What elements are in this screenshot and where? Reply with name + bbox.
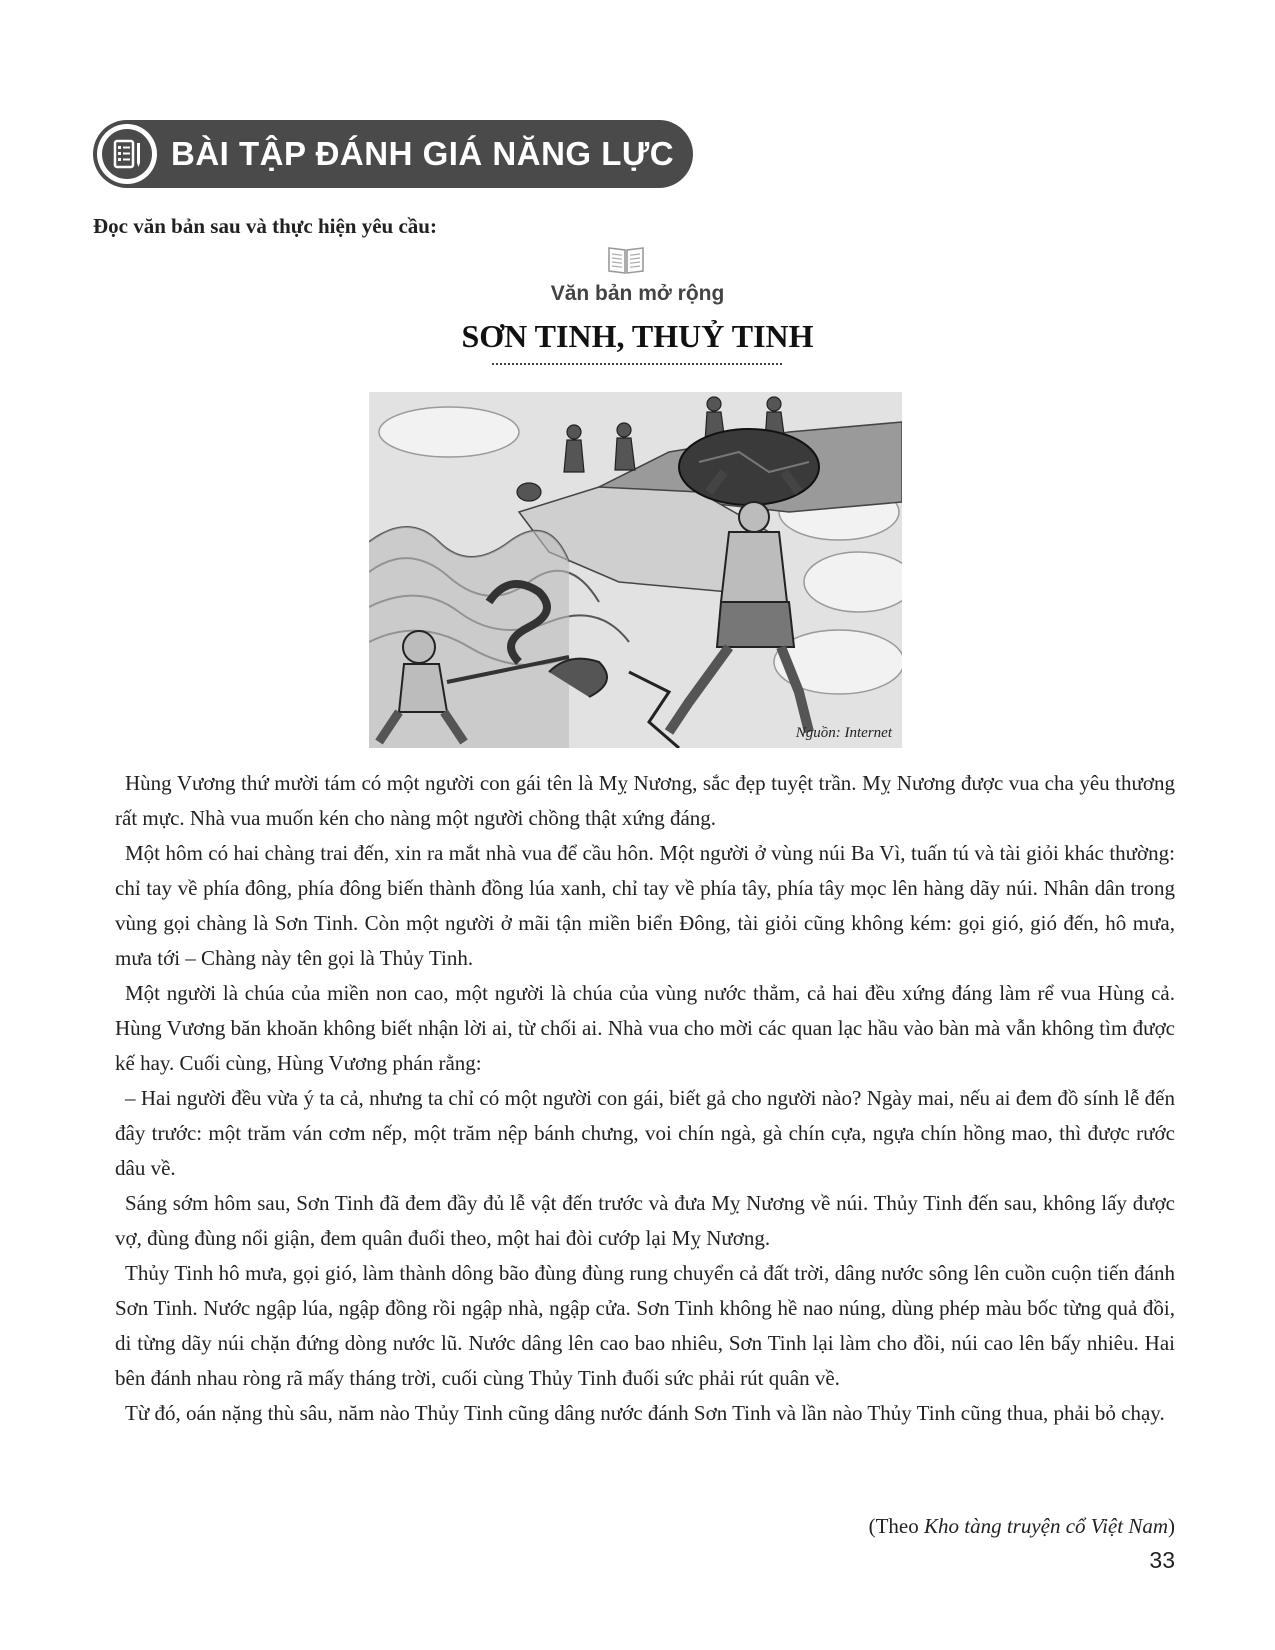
story-illustration xyxy=(369,392,902,748)
title-underline xyxy=(492,363,782,365)
image-source: Nguồn: Internet xyxy=(795,725,892,741)
paragraph: Từ đó, oán nặng thù sâu, năm nào Thủy Tinh cũng dâng nước đánh Sơn Tinh và lần nào Thủy Tinh cũng thua, phải bỏ chạy. xyxy=(125,1401,1165,1425)
open-book-icon xyxy=(606,244,646,276)
story-title: SƠN TINH, THUỶ TINH xyxy=(461,318,814,354)
paragraph: Sáng sớm hôm sau, Sơn Tinh đã đem đầy đủ lễ vật đến trước và đưa Mỵ Nương về núi. Thủy Tinh đến sau, không lấy được vợ, đùng đùng nổi giận, đem quân đuổi theo, một hai đòi cướp lại Mỵ Nương. xyxy=(115,1191,1175,1250)
citation xyxy=(869,1514,1175,1539)
paragraph: Một hôm có hai chàng trai đến, xin ra mắt nhà vua để cầu hôn. Một người ở vùng núi Ba Vì, tuấn tú và tài giỏi khác thường: chỉ tay về phía đông, phía đông biến thành đồng lúa xanh, chỉ tay về phía tây, phía tây mọc lên hàng dãy núi. Nhân dân trong vùng gọi chàng là Sơn Tinh. Còn một người ở mãi tận miền biển Đông, tài giỏi cũng không kém: gọi gió, gió đến, hô mưa, mưa tới – Chàng này tên gọi là Thủy Tinh. xyxy=(115,841,1175,970)
page-number: 33 xyxy=(1149,1547,1175,1573)
paragraph: Thủy Tinh hô mưa, gọi gió, làm thành dông bão đùng đùng rung chuyển cả đất trời, dâng nước sông lên cuồn cuộn tiến đánh Sơn Tinh. Nước ngập lúa, ngập đồng rồi ngập nhà, ngập cửa. Sơn Tinh không hề nao núng, dùng phép màu bốc từng quả đồi, di từng dãy núi chặn đứng dòng nước lũ. Nước dâng lên cao bao nhiêu, Sơn Tinh lại làm cho đồi, núi cao lên bấy nhiêu. Hai bên đánh nhau ròng rã mấy tháng trời, cuối cùng Thủy Tinh đuối sức phải rút quân về. xyxy=(115,1261,1175,1390)
paragraph: – Hai người đều vừa ý ta cả, nhưng ta chỉ có một người con gái, biết gả cho người nào? Ngày mai, nếu ai đem đồ sính lễ đến đây trước: một trăm ván cơm nếp, một trăm nệp bánh chưng, voi chín ngà, gà chín cựa, ngựa chín hồng mao, thì được rước dâu về. xyxy=(115,1086,1175,1180)
section-banner xyxy=(93,120,693,188)
citation-prefix: (Theo xyxy=(868,1514,924,1538)
instruction-text: Đọc văn bản sau và thực hiện yêu cầu: xyxy=(93,214,437,238)
banner-title: BÀI TẬP ĐÁNH GIÁ NĂNG LỰC xyxy=(171,135,675,172)
citation-suffix: ) xyxy=(1168,1514,1175,1538)
paragraph: Một người là chúa của miền non cao, một người là chúa của vùng nước thẳm, cả hai đều xứng đáng làm rể vua Hùng cả. Hùng Vương băn khoăn không biết nhận lời ai, từ chối ai. Nhà vua cho mời các quan lạc hầu vào bàn mà vẫn không tìm được kế hay. Cuối cùng, Hùng Vương phán rằng: xyxy=(115,981,1175,1075)
paragraph: Hùng Vương thứ mười tám có một người con gái tên là Mỵ Nương, sắc đẹp tuyệt trần. Mỵ Nương được vua cha yêu thương rất mực. Nhà vua muốn kén cho nàng một người chồng thật xứng đáng. xyxy=(115,771,1175,830)
subtitle: Văn bản mở rộng xyxy=(550,282,725,305)
citation-work: Kho tàng truyện cổ Việt Nam xyxy=(924,1514,1168,1538)
story-body xyxy=(115,766,1175,1431)
worksheet-icon xyxy=(97,124,157,184)
